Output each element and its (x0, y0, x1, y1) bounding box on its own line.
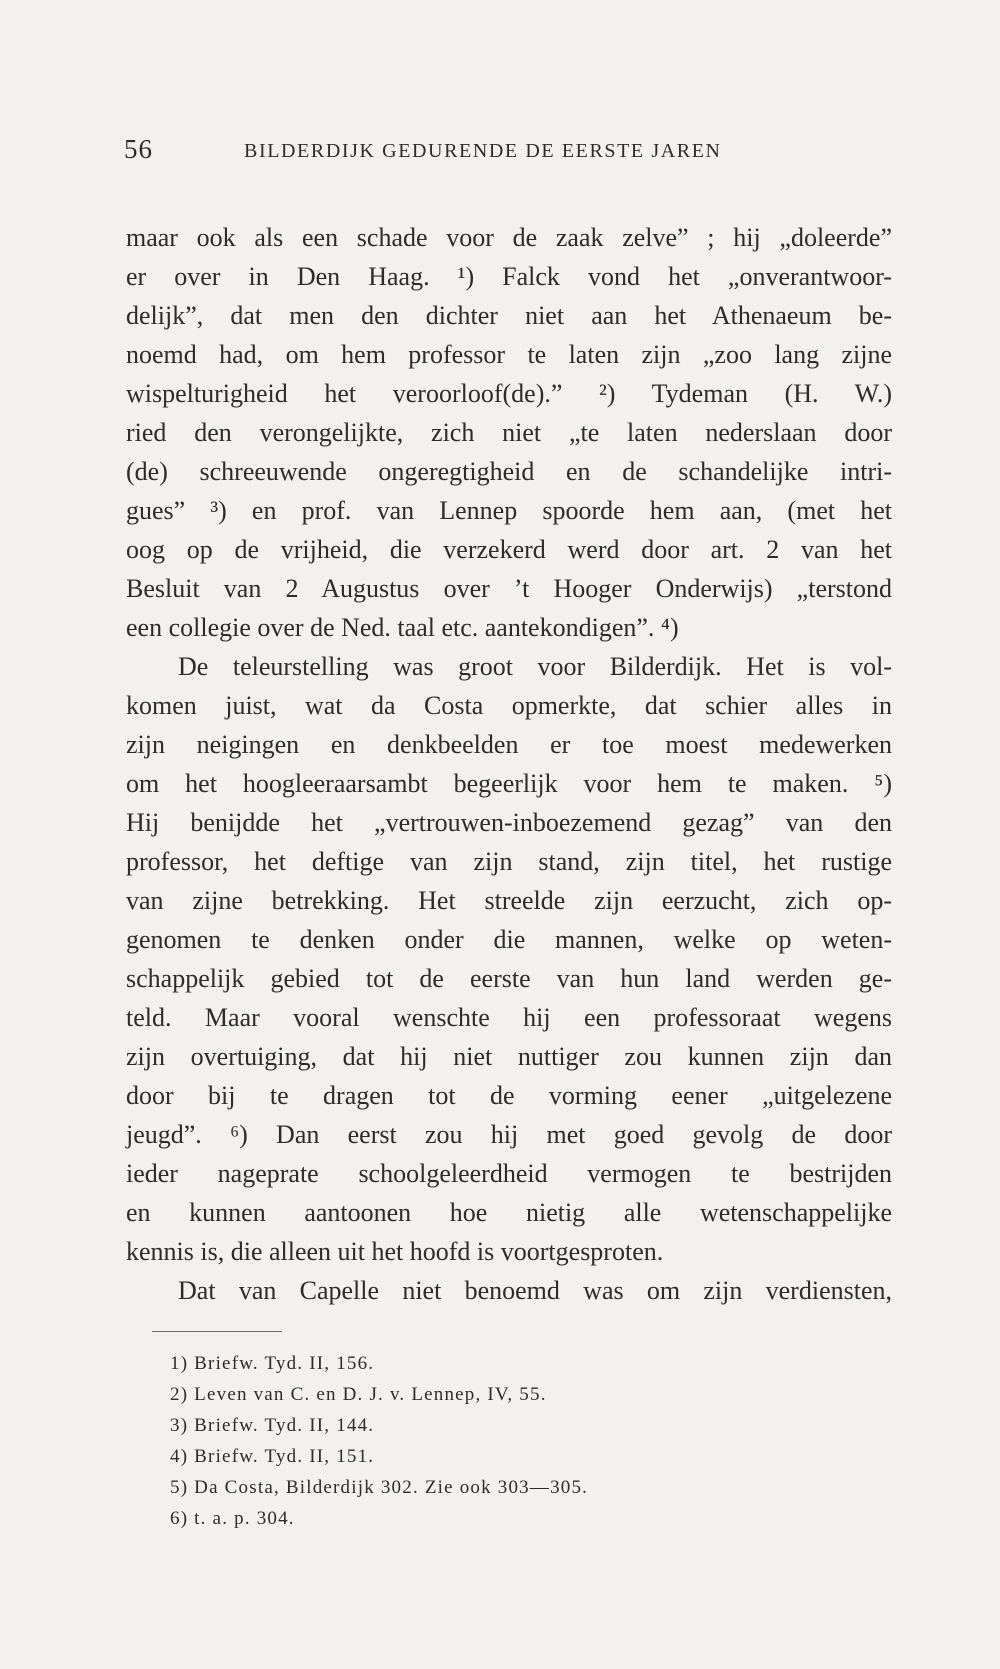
text-line: genomen te denken onder die mannen, welke op weten- (126, 925, 892, 954)
footnote: 1) Briefw. Tyd. II, 156. (170, 1353, 375, 1374)
page-header (124, 134, 894, 174)
text-line: schappelijk gebied tot de eerste van hun land werden ge- (126, 964, 892, 993)
text-line: en kunnen aantoonen hoe nietig alle wetenschappelijke (126, 1198, 892, 1227)
text-line: van zijne betrekking. Het streelde zijn eerzucht, zich op- (126, 886, 892, 915)
text-line: professor, het deftige van zijn stand, zijn titel, het rustige (126, 847, 892, 876)
text-line: (de) schreeuwende ongeregtigheid en de schandelijke intri- (126, 457, 892, 486)
page-number: 56 (124, 134, 153, 164)
text-line: ieder nageprate schoolgeleerdheid vermogen te bestrijden (126, 1159, 892, 1188)
header-wavy-rule (124, 180, 890, 186)
body-text (126, 218, 892, 1310)
text-line: er over in Den Haag. ¹) Falck vond het „onverantwoor- (126, 262, 892, 291)
text-line: wispelturigheid het veroorloof(de).” ²) Tydeman (H. W.) (126, 379, 892, 408)
text-line: maar ook als een schade voor de zaak zelve” ; hij „doleerde” (126, 223, 892, 252)
text-line: jeugd”. ⁶) Dan eerst zou hij met goed gevolg de door (126, 1120, 892, 1149)
footnote: 5) Da Costa, Bilderdijk 302. Zie ook 303—305. (170, 1477, 589, 1498)
text-line: ried den verongelijkte, zich niet „te laten nederslaan door (126, 418, 892, 447)
text-line: zijn overtuiging, dat hij niet nuttiger zou kunnen zijn dan (126, 1042, 892, 1071)
text-line: delijk”, dat men den dichter niet aan het Athenaeum be- (126, 301, 892, 330)
text-line: noemd had, om hem professor te laten zijn „zoo lang zijne (126, 340, 892, 369)
text-line: gues” ³) en prof. van Lennep spoorde hem aan, (met het (126, 496, 892, 525)
text-line: kennis is, die alleen uit het hoofd is voortgesproten. (126, 1237, 664, 1266)
footnote: 6) t. a. p. 304. (170, 1508, 295, 1529)
footnote: 4) Briefw. Tyd. II, 151. (170, 1446, 375, 1467)
footnote: 3) Briefw. Tyd. II, 144. (170, 1415, 375, 1436)
text-line: Besluit van 2 Augustus over ’t Hooger Onderwijs) „terstond (126, 574, 892, 603)
running-head: BILDERDIJK GEDURENDE DE EERSTE JAREN (244, 140, 722, 162)
footnote: 2) Leven van C. en D. J. v. Lennep, IV, 55. (170, 1384, 547, 1405)
text-line: teld. Maar vooral wenschte hij een professoraat wegens (126, 1003, 892, 1032)
text-line: zijn neigingen en denkbeelden er toe moest medewerken (126, 730, 892, 759)
text-line: oog op de vrijheid, die verzekerd werd door art. 2 van het (126, 535, 892, 564)
footnote-separator (152, 1331, 282, 1332)
text-line: Hij benijdde het „vertrouwen-inboezemend gezag” van den (126, 808, 892, 837)
text-line: een collegie over de Ned. taal etc. aantekondigen”. ⁴) (126, 613, 679, 642)
text-line: De teleurstelling was groot voor Bilderdijk. Het is vol- (178, 652, 892, 681)
text-line: komen juist, wat da Costa opmerkte, dat schier alles in (126, 691, 892, 720)
footnotes (170, 1348, 870, 1534)
text-line: Dat van Capelle niet benoemd was om zijn verdiensten, (178, 1276, 892, 1305)
text-line: om het hoogleeraarsambt begeerlijk voor hem te maken. ⁵) (126, 769, 892, 798)
text-line: door bij te dragen tot de vorming eener „uitgelezene (126, 1081, 892, 1110)
